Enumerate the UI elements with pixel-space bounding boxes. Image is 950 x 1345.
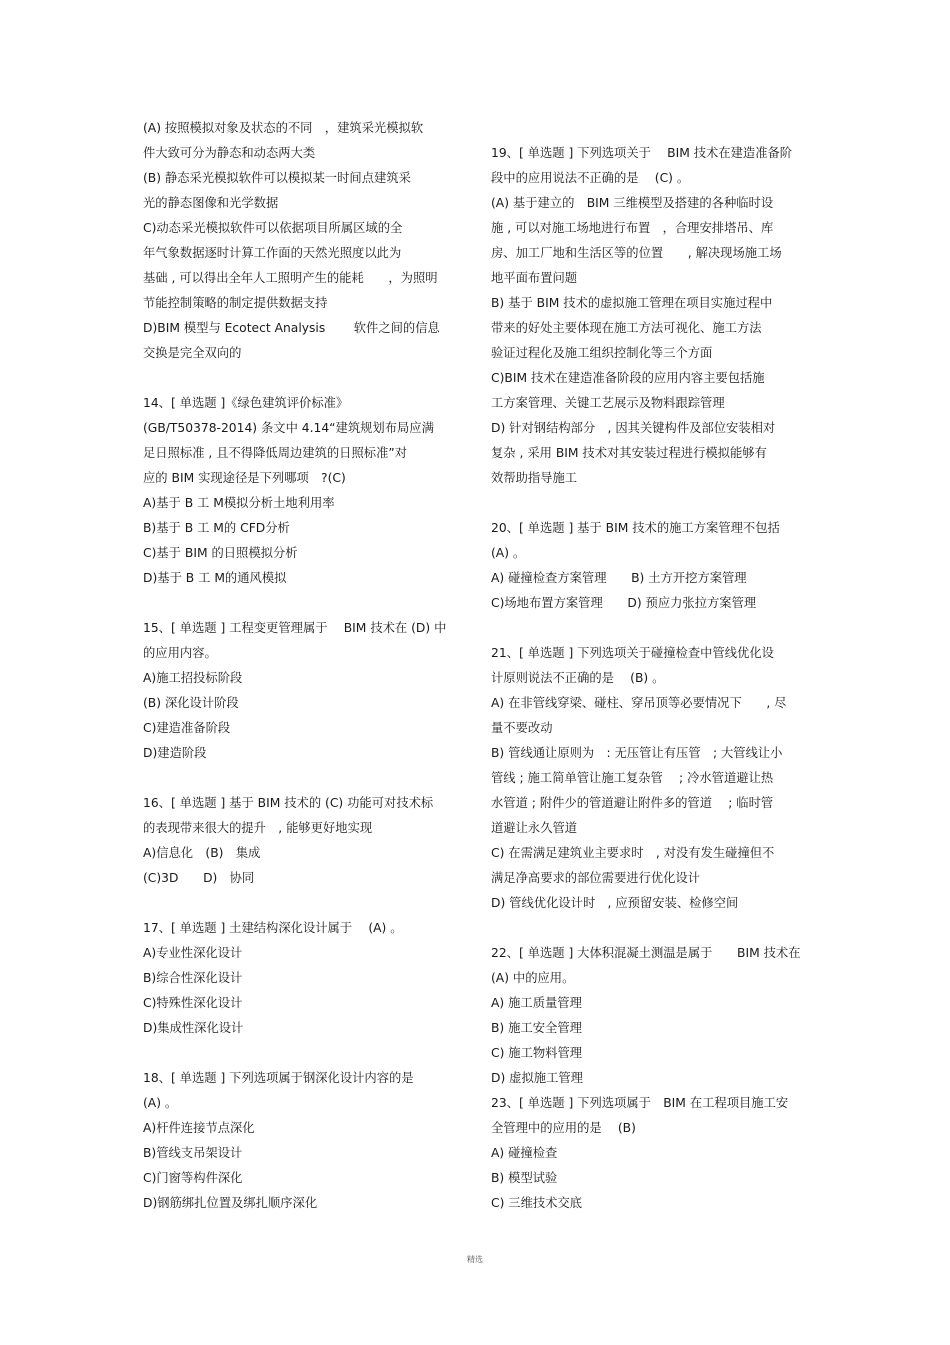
blank-spacer xyxy=(143,591,463,616)
text-line: (A) 基于建立的 BIM 三维模型及搭建的各种临时设 xyxy=(491,196,774,210)
text-line: 水管道 ; 附件少的管道避让附件多的管道 ; 临时管 xyxy=(491,796,774,810)
text-line: 计原则说法不正确的是 (B) 。 xyxy=(491,671,665,685)
blank-spacer xyxy=(491,491,811,516)
blank-spacer xyxy=(143,366,463,391)
text-line: 年气象数据逐时计算工作面的天然光照度以此为 xyxy=(143,246,402,260)
text-line: D)钢筋绑扎位置及绑扎顺序深化 xyxy=(143,1196,318,1210)
text-line: 验证过程化及施工组织控制化等三个方面 xyxy=(491,346,713,360)
text-line: 20、[ 单选题 ] 基于 BIM 技术的施工方案管理不包括 xyxy=(491,521,780,535)
text-line: A) 碰撞检查方案管理 B) 土方开挖方案管理 xyxy=(491,571,747,585)
text-line: (A) 。 xyxy=(143,1096,178,1110)
text-line: A)杆件连接节点深化 xyxy=(143,1121,255,1135)
text-line: 件大致可分为静态和动态两大类 xyxy=(143,146,316,160)
text-line: 16、[ 单选题 ] 基于 BIM 技术的 (C) 功能可对技术标 xyxy=(143,796,434,810)
blank-spacer xyxy=(491,616,811,641)
text-line: 18、[ 单选题 ] 下列选项属于钢深化设计内容的是 xyxy=(143,1071,414,1085)
text-line: (A) 中的应用。 xyxy=(491,971,575,985)
text-line: C)动态采光模拟软件可以依据项目所属区域的全 xyxy=(143,221,403,235)
text-line: A)施工招投标阶段 xyxy=(143,671,243,685)
text-line: 工方案管理、关键工艺展示及物料跟踪管理 xyxy=(491,396,725,410)
text-line: D) 针对钢结构部分 , 因其关键构件及部位安装相对 xyxy=(491,421,776,435)
text-line: D)集成性深化设计 xyxy=(143,1021,244,1035)
text-line: (GB/T50378-2014) 条文中 4.14“建筑规划布局应满 xyxy=(143,421,434,435)
text-line: 施 , 可以对施工场地进行布置 ，合理安排塔吊、库 xyxy=(491,221,774,235)
blank-spacer xyxy=(143,1041,463,1066)
text-line: 足日照标准 , 且不得降低周边建筑的日照标准”对 xyxy=(143,446,408,460)
text-line: C)建造准备阶段 xyxy=(143,721,231,735)
text-line: 满足净高要求的部位需要进行优化设计 xyxy=(491,871,701,885)
text-line: D) 虚拟施工管理 xyxy=(491,1071,583,1085)
right-column xyxy=(491,116,811,1216)
text-line: 交换是完全双向的 xyxy=(143,346,242,360)
text-line: 22、[ 单选题 ] 大体积混凝土测温是属于 BIM 技术在 xyxy=(491,946,801,960)
text-line: 的应用内容。 xyxy=(143,646,217,660)
page-footer: 精选 xyxy=(467,1255,483,1264)
text-line: A)专业性深化设计 xyxy=(143,946,243,960)
text-line: A)基于 B 工 M模拟分析土地利用率 xyxy=(143,496,335,510)
text-line: C)场地布置方案管理 D) 预应力张拉方案管理 xyxy=(491,596,757,610)
text-line: 节能控制策略的制定提供数据支持 xyxy=(143,296,328,310)
text-line: A) 施工质量管理 xyxy=(491,996,582,1010)
text-line: D) 管线优化设计时 , 应预留安装、检修空间 xyxy=(491,896,739,910)
text-line: 14、[ 单选题 ]《绿色建筑评价标准》 xyxy=(143,396,349,410)
text-line: 的表现带来很大的提升 , 能够更好地实现 xyxy=(143,821,373,835)
text-line: (B) 深化设计阶段 xyxy=(143,696,239,710)
text-line: B) 管线通让原则为 : 无压管让有压管 ; 大管线让小 xyxy=(491,746,783,760)
text-line: 效帮助指导施工 xyxy=(491,471,578,485)
text-line: A) 在非管线穿梁、碰柱、穿吊顶等必要情况下 , 尽 xyxy=(491,696,787,710)
text-line: 17、[ 单选题 ] 土建结构深化设计属于 (A) 。 xyxy=(143,921,403,935)
blank-spacer xyxy=(491,916,811,941)
text-line: (A) 按照模拟对象及状态的不同 ，建筑采光模拟软 xyxy=(143,121,424,135)
text-line: D)建造阶段 xyxy=(143,746,207,760)
text-line: (A) 。 xyxy=(491,546,526,560)
text-line: A)信息化 (B) 集成 xyxy=(143,846,261,860)
text-line: C)基于 BIM 的日照模拟分析 xyxy=(143,546,298,560)
left-column xyxy=(143,116,463,1216)
text-line: 23、[ 单选题 ] 下列选项属于 BIM 在工程项目施工安 xyxy=(491,1096,789,1110)
text-line: 管线 ; 施工简单管让施工复杂管 ; 冷水管道避让热 xyxy=(491,771,774,785)
text-line: B) 施工安全管理 xyxy=(491,1021,582,1035)
text-line: B)管线支吊架设计 xyxy=(143,1146,243,1160)
text-line: 应的 BIM 实现途径是下列哪项 ?(C) xyxy=(143,471,346,485)
text-line: D)基于 B 工 M的通风模拟 xyxy=(143,571,287,585)
text-line: D)BIM 模型与 Ecotect Analysis 软件之间的信息 xyxy=(143,321,440,335)
text-line: C)特殊性深化设计 xyxy=(143,996,243,1010)
text-line: C) 在需满足建筑业主要求时 , 对没有发生碰撞但不 xyxy=(491,846,775,860)
text-line: A) 碰撞检查 xyxy=(491,1146,558,1160)
text-line: 光的静态图像和光学数据 xyxy=(143,196,279,210)
text-line: C) 施工物料管理 xyxy=(491,1046,583,1060)
text-line: C)BIM 技术在建造准备阶段的应用内容主要包括施 xyxy=(491,371,765,385)
text-line: 基础 , 可以得出全年人工照明产生的能耗 ，为照明 xyxy=(143,271,438,285)
text-line: 房、加工厂地和生活区等的位置 , 解决现场施工场 xyxy=(491,246,782,260)
text-line: C)门窗等构件深化 xyxy=(143,1171,243,1185)
text-line: 全管理中的应用的是 (B) xyxy=(491,1121,636,1135)
text-line: 道避让永久管道 xyxy=(491,821,578,835)
blank-spacer xyxy=(143,766,463,791)
text-line: 量不要改动 xyxy=(491,721,553,735)
blank-spacer xyxy=(143,891,463,916)
text-line: C) 三维技术交底 xyxy=(491,1196,583,1210)
text-line: 段中的应用说法不正确的是 (C) 。 xyxy=(491,171,690,185)
blank-spacer xyxy=(491,116,811,141)
text-line: 21、[ 单选题 ] 下列选项关于碰撞检查中管线优化设 xyxy=(491,646,774,660)
text-line: B) 基于 BIM 技术的虚拟施工管理在项目实施过程中 xyxy=(491,296,773,310)
text-line: B)基于 B 工 M的 CFD分析 xyxy=(143,521,290,535)
text-line: (C)3D D) 协同 xyxy=(143,871,255,885)
text-line: 15、[ 单选题 ] 工程变更管理属于 BIM 技术在 (D) 中 xyxy=(143,621,447,635)
text-line: 带来的好处主要体现在施工方法可视化、施工方法 xyxy=(491,321,762,335)
text-line: 19、[ 单选题 ] 下列选项关于 BIM 技术在建造准备阶 xyxy=(491,146,793,160)
text-line: (B) 静态采光模拟软件可以模拟某一时间点建筑采 xyxy=(143,171,411,185)
text-line: 复杂 , 采用 BIM 技术对其安装过程进行模拟能够有 xyxy=(491,446,767,460)
text-line: B)综合性深化设计 xyxy=(143,971,243,985)
text-line: B) 模型试验 xyxy=(491,1171,558,1185)
text-line: 地平面布置问题 xyxy=(491,271,578,285)
